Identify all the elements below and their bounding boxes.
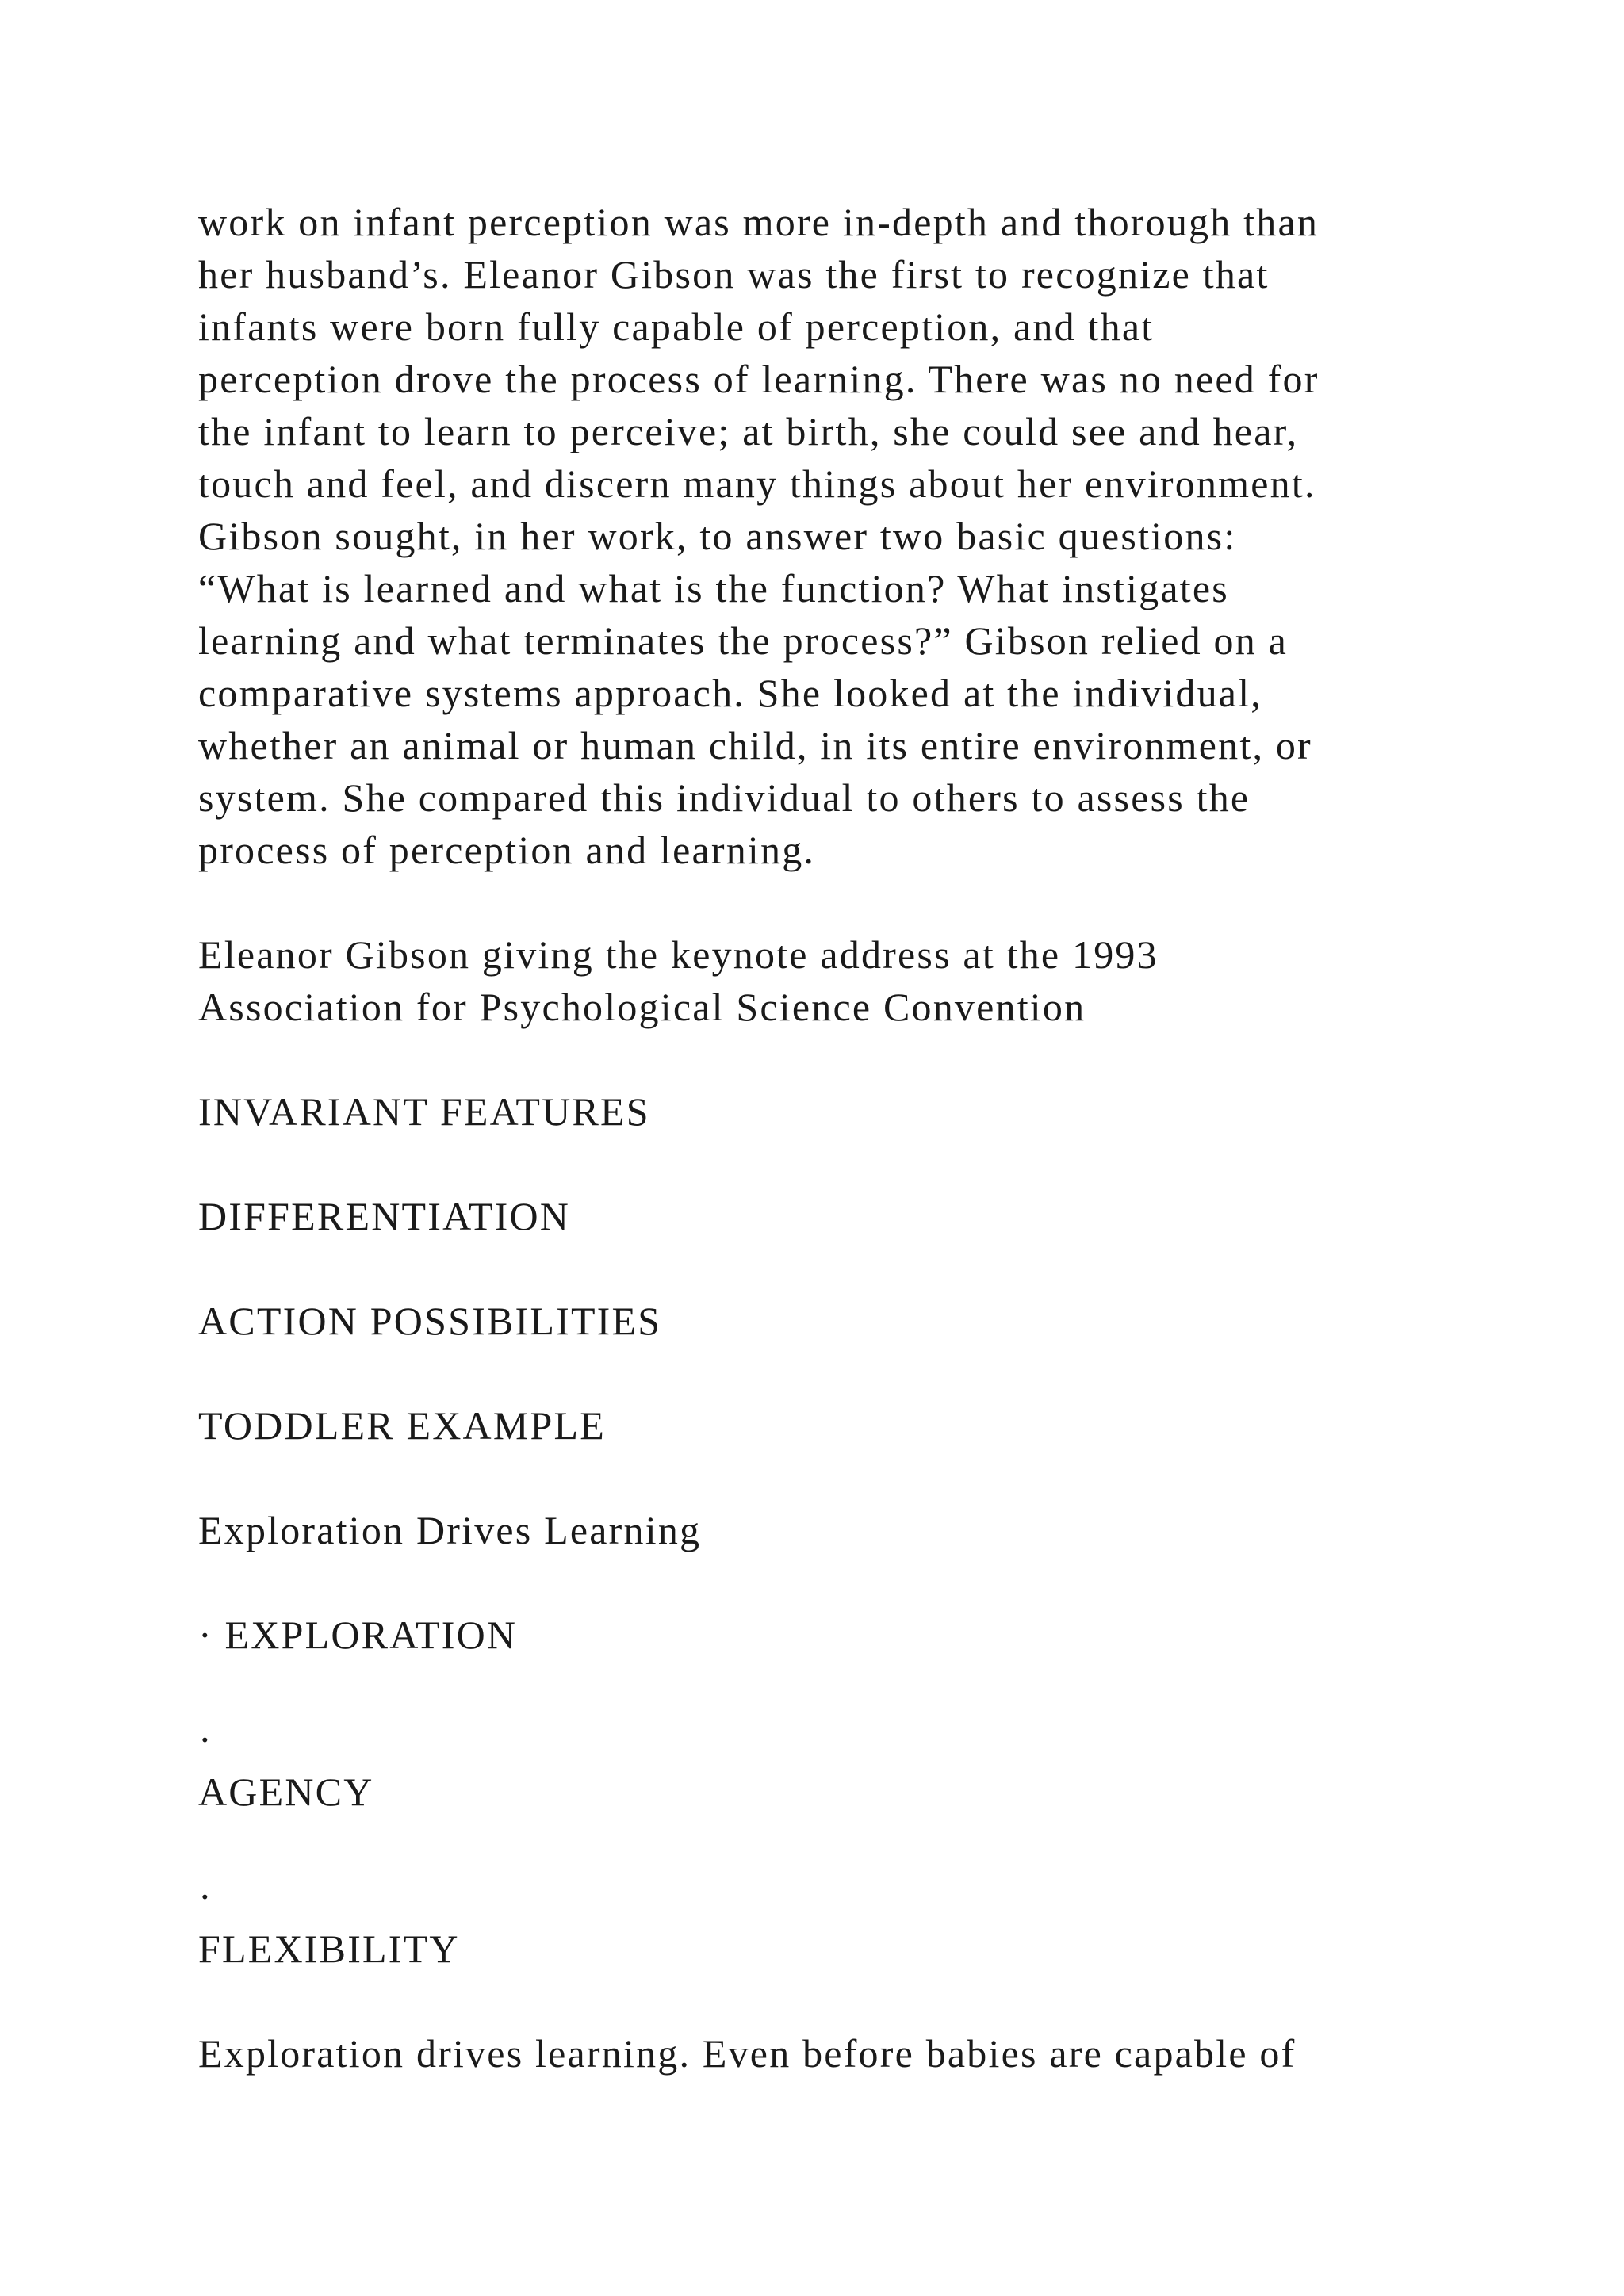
bullet-exploration: · EXPLORATION [198,1613,518,1657]
text-line: comparative systems approach. She looked at the individual, [198,671,1262,715]
heading-toddler-example: TODDLER EXAMPLE [198,1403,607,1448]
text-line: learning and what terminates the process?” Gibson relied on a [198,618,1289,663]
text-line: infants were born fully capable of perception, and that [198,304,1155,349]
spacer [198,1975,1483,2027]
heading-invariant-features: INVARIANT FEATURES [198,1089,650,1134]
spacer [198,1661,1483,1713]
bullet-marker: · [198,1717,213,1762]
spacer [198,1033,1483,1085]
closing-paragraph-line: Exploration drives learning. Even before babies are capable of [198,2031,1297,2076]
caption-line: Association for Psychological Science Convention [198,985,1086,1029]
text-line: “What is learned and what is the function? What instigates [198,566,1229,610]
spacer [198,1347,1483,1399]
spacer [198,1556,1483,1609]
spacer [198,1242,1483,1295]
text-line: whether an animal or human child, in its entire environment, or [198,723,1312,767]
text-line: the infant to learn to perceive; at birth, she could see and hear, [198,409,1299,453]
heading-action-possibilities: ACTION POSSIBILITIES [198,1299,662,1343]
bullet-agency: AGENCY [198,1770,374,1814]
spacer [198,1452,1483,1504]
caption-line: Eleanor Gibson giving the keynote address at the 1993 [198,932,1159,977]
document-body [198,196,1483,2080]
spacer [198,1138,1483,1190]
spacer [198,1818,1483,1870]
heading-differentiation: DIFFERENTIATION [198,1194,571,1238]
text-line: process of perception and learning. [198,828,816,872]
section-title-exploration: Exploration Drives Learning [198,1508,702,1552]
spacer [198,876,1483,928]
text-line: her husband’s. Eleanor Gibson was the first to recognize that [198,252,1270,297]
text-line: touch and feel, and discern many things about her environment. [198,461,1316,506]
bullet-flexibility: FLEXIBILITY [198,1927,460,1971]
bullet-marker: · [198,1874,213,1919]
text-line: Gibson sought, in her work, to answer two basic questions: [198,514,1237,558]
paragraph-gibson-perception [198,196,1483,876]
text-line: work on infant perception was more in-depth and thorough than [198,200,1320,244]
photo-caption [198,928,1483,1033]
text-line: perception drove the process of learning. There was no need for [198,357,1320,401]
text-line: system. She compared this individual to others to assess the [198,775,1251,820]
